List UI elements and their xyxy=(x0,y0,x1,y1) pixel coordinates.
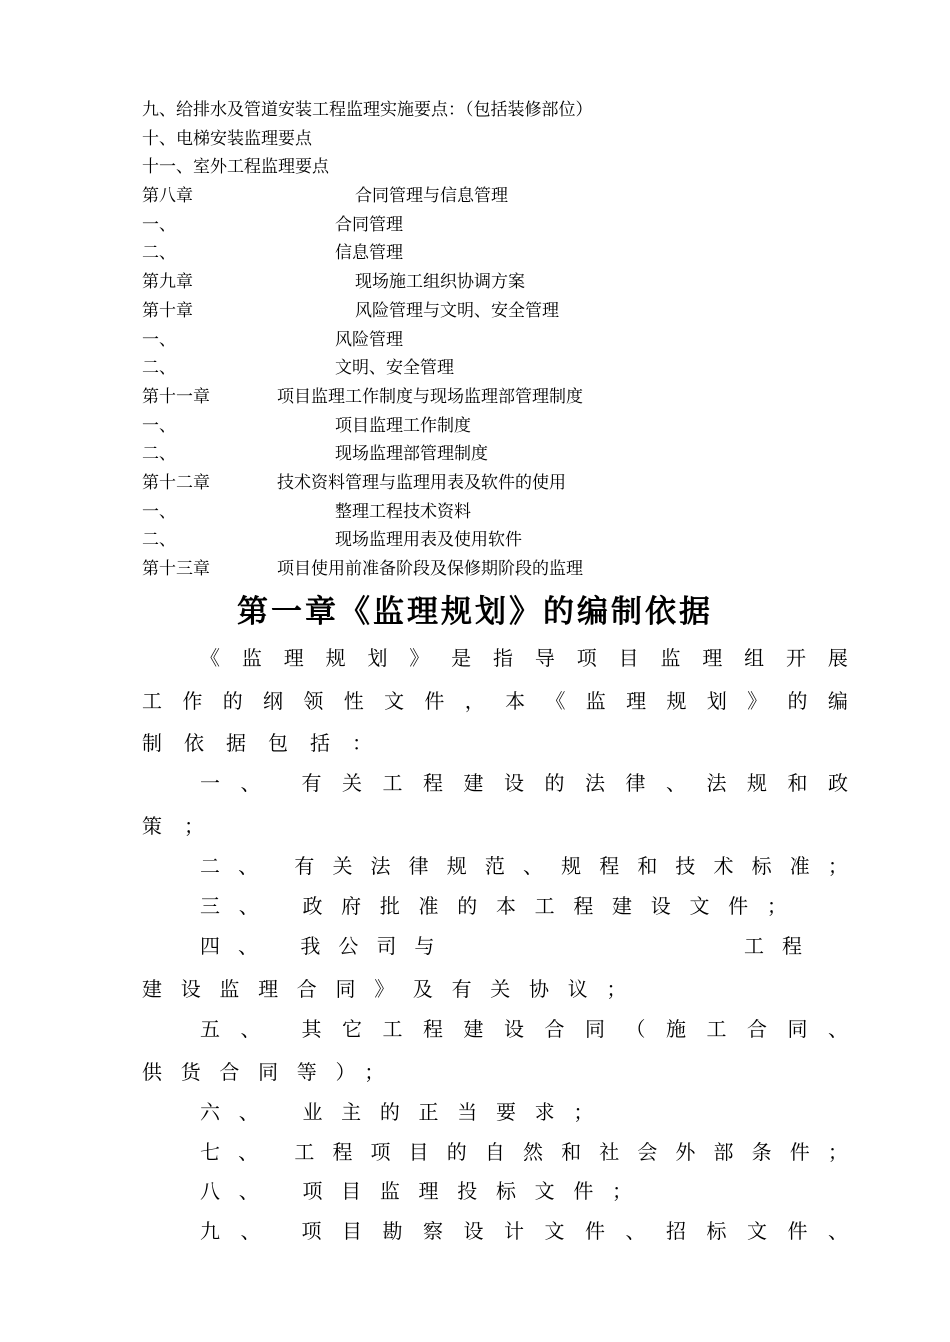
toc-line xyxy=(142,182,842,211)
body-line: 供货合同等）； xyxy=(142,1060,403,1084)
toc-line xyxy=(142,125,842,154)
toc-number: 第十一章 xyxy=(142,386,210,407)
toc-number: 第十二章 xyxy=(142,472,210,493)
toc-title: 现场监理部管理制度 xyxy=(335,444,488,465)
body-line: 三、 政府批准的本工程建设文件； xyxy=(200,894,806,918)
body-line: 四、 我公司与 工程 xyxy=(200,934,820,958)
toc-title: 项目监理工作制度 xyxy=(335,415,471,436)
body-line: 五 、 其 它 工 程 建 设 合 同 （ 施 工 合 同 、 xyxy=(200,1017,848,1041)
toc-number: 二、 xyxy=(142,243,176,264)
body-line: 策； xyxy=(142,814,226,838)
body-line: 工 作 的 纲 领 性 文 件 ， 本 《 监 理 规 划 》 的 编 xyxy=(142,689,848,713)
toc-number: 第十三章 xyxy=(142,559,210,579)
toc-line xyxy=(142,440,842,469)
toc-line xyxy=(142,526,842,555)
body-line: 建设监理合同》及有关协议； xyxy=(142,977,646,1001)
body-line: 七 、 工 程 项 目 的 自 然 和 社 会 外 部 条 件 ； xyxy=(200,1140,848,1164)
toc-title: 技术资料管理与监理用表及软件的使用 xyxy=(277,472,566,493)
chapter-title: 第一章《监理规划》的编制依据 xyxy=(237,594,713,630)
toc-title: 风险管理与文明、安全管理 xyxy=(355,300,559,321)
toc-line xyxy=(142,469,842,498)
toc-number: 第十章 xyxy=(142,300,193,321)
toc-number: 二、 xyxy=(142,358,176,379)
toc-title: 合同管理与信息管理 xyxy=(355,186,508,207)
toc-line xyxy=(142,96,842,125)
toc-number: 二、 xyxy=(142,530,176,551)
toc-line xyxy=(142,268,842,297)
toc-title: 合同管理 xyxy=(335,214,403,235)
toc-line xyxy=(142,211,842,240)
toc-number: 一、 xyxy=(142,501,176,522)
toc-line xyxy=(142,555,842,584)
toc-title: 整理工程技术资料 xyxy=(335,501,471,522)
toc-line xyxy=(142,326,842,355)
toc-title: 现场施工组织协调方案 xyxy=(355,272,525,293)
body-line: 一 、 有 关 工 程 建 设 的 法 律 、 法 规 和 政 xyxy=(200,771,848,795)
toc-number: 一、 xyxy=(142,214,176,235)
body-line: 六、 业主的正当要求； xyxy=(200,1100,613,1124)
toc-line xyxy=(142,383,842,412)
toc-line xyxy=(142,153,842,182)
body-line: 制依据包括： xyxy=(142,731,394,755)
toc-line xyxy=(142,297,842,326)
toc-title: 信息管理 xyxy=(335,243,403,264)
toc-number: 九、给排水及管道安装工程监理实施要点：（包括装修部位） xyxy=(142,100,593,120)
toc-line xyxy=(142,498,842,527)
table-of-contents xyxy=(142,96,842,584)
toc-number: 第八章 xyxy=(142,186,193,207)
toc-title: 现场监理用表及使用软件 xyxy=(335,530,522,551)
body-line: 九 、 项 目 勘 察 设 计 文 件 、 招 标 文 件 、 xyxy=(200,1219,848,1243)
toc-number: 十、电梯安装监理要点 xyxy=(142,128,312,149)
toc-number: 一、 xyxy=(142,329,176,350)
toc-line xyxy=(142,239,842,268)
toc-title: 项目使用前准备阶段及保修期阶段的监理 xyxy=(277,559,583,579)
body-line: 八、 项目监理投标文件； xyxy=(200,1179,651,1203)
toc-number: 一、 xyxy=(142,415,176,436)
body-line: 二 、 有 关 法 律 规 范 、 规 程 和 技 术 标 准 ； xyxy=(200,854,848,878)
toc-line xyxy=(142,412,842,441)
toc-title: 项目监理工作制度与现场监理部管理制度 xyxy=(277,386,583,407)
toc-number: 十一、室外工程监理要点 xyxy=(142,157,329,178)
toc-line xyxy=(142,354,842,383)
toc-title: 风险管理 xyxy=(335,329,403,350)
toc-number: 第九章 xyxy=(142,272,193,293)
body-line: 《 监 理 规 划 》 是 指 导 项 目 监 理 组 开 展 xyxy=(200,646,848,670)
toc-title: 文明、安全管理 xyxy=(335,358,454,379)
toc-number: 二、 xyxy=(142,444,176,465)
